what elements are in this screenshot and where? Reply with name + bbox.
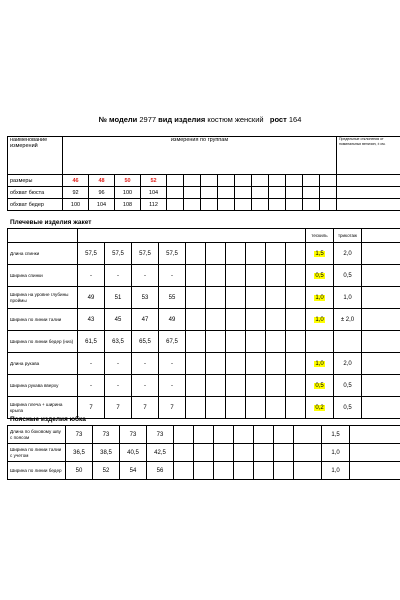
empty-cell bbox=[274, 444, 294, 462]
knit-tolerance-cell: 0,5 bbox=[334, 265, 362, 287]
empty-cell bbox=[206, 287, 226, 309]
empty-cell bbox=[362, 331, 400, 353]
size-cell: 52 bbox=[141, 175, 167, 187]
empty-cell bbox=[167, 187, 184, 199]
textile-tolerance-cell bbox=[306, 309, 334, 331]
table-header-row bbox=[8, 229, 400, 243]
knit-tolerance-cell: 0,5 bbox=[334, 375, 362, 397]
empty-cell bbox=[320, 199, 337, 211]
empty-cell bbox=[8, 229, 78, 243]
empty-cell bbox=[226, 265, 246, 287]
size-cell: 46 bbox=[63, 175, 89, 187]
table-row bbox=[8, 265, 400, 287]
empty-cell bbox=[206, 331, 226, 353]
value-cell: 45 bbox=[105, 309, 132, 331]
empty-cell bbox=[226, 397, 246, 419]
size-cell: 48 bbox=[89, 175, 115, 187]
empty-cell bbox=[337, 187, 400, 199]
empty-cell bbox=[266, 243, 286, 265]
textile-tolerance-cell bbox=[306, 375, 334, 397]
table-row bbox=[8, 375, 400, 397]
empty-cell bbox=[246, 287, 266, 309]
empty-cell bbox=[320, 175, 337, 187]
value-cell: 51 bbox=[105, 287, 132, 309]
empty-cell bbox=[186, 397, 206, 419]
textile-tolerance-cell bbox=[294, 462, 322, 480]
empty-cell bbox=[167, 175, 184, 187]
table-row bbox=[8, 331, 400, 353]
value-cell: 49 bbox=[78, 287, 105, 309]
type-value: костюм женский bbox=[207, 115, 264, 124]
empty-cell bbox=[303, 199, 320, 211]
textile-tolerance-cell bbox=[306, 265, 334, 287]
table-row bbox=[8, 309, 400, 331]
empty-cell bbox=[362, 397, 400, 419]
empty-cell bbox=[252, 199, 269, 211]
row-name: размеры bbox=[8, 175, 63, 187]
row-name: обхват бедер bbox=[8, 199, 63, 211]
empty-cell bbox=[206, 243, 226, 265]
empty-cell bbox=[186, 243, 206, 265]
empty-cell bbox=[362, 243, 400, 265]
type-label: вид изделия bbox=[158, 115, 206, 124]
row-name: Ширина по линии бедер bbox=[8, 462, 66, 480]
table-row bbox=[8, 175, 400, 187]
value-cell: 57,5 bbox=[159, 243, 186, 265]
empty-cell bbox=[286, 265, 306, 287]
value-cell: - bbox=[132, 265, 159, 287]
knit-column-header: трикотаж bbox=[334, 229, 362, 243]
empty-cell bbox=[274, 426, 294, 444]
knit-tolerance-cell: 1,0 bbox=[322, 462, 350, 480]
value-cell: 7 bbox=[78, 397, 105, 419]
value-cell: - bbox=[105, 353, 132, 375]
empty-cell bbox=[206, 353, 226, 375]
highlighted-tolerance: 1,0 bbox=[315, 360, 324, 367]
empty-cell bbox=[206, 397, 226, 419]
value-cell: - bbox=[105, 375, 132, 397]
value-cell: 57,5 bbox=[78, 243, 105, 265]
empty-cell bbox=[218, 199, 235, 211]
textile-tolerance-cell bbox=[306, 331, 334, 353]
empty-cell bbox=[266, 309, 286, 331]
empty-cell bbox=[254, 426, 274, 444]
value-cell: 92 bbox=[63, 187, 89, 199]
row-name: Ширина по линии бедер (низ) bbox=[8, 331, 78, 353]
empty-cell bbox=[184, 175, 201, 187]
value-cell: 53 bbox=[132, 287, 159, 309]
empty-cell bbox=[226, 309, 246, 331]
empty-cell bbox=[184, 187, 201, 199]
table-row bbox=[8, 243, 400, 265]
empty-cell bbox=[167, 199, 184, 211]
empty-cell bbox=[246, 331, 266, 353]
tolerance-note-header: Предельные отклонения от номинальных величин, ± см. bbox=[337, 137, 400, 175]
empty-cell bbox=[235, 175, 252, 187]
empty-cell bbox=[269, 187, 286, 199]
empty-cell bbox=[286, 199, 303, 211]
empty-cell bbox=[269, 199, 286, 211]
empty-cell bbox=[246, 309, 266, 331]
empty-cell bbox=[266, 287, 286, 309]
empty-cell bbox=[286, 309, 306, 331]
empty-cell bbox=[234, 444, 254, 462]
value-cell: 7 bbox=[159, 397, 186, 419]
empty-cell bbox=[226, 353, 246, 375]
name-header: наименование измерений bbox=[8, 137, 63, 175]
section-title-shoulder: Плечевые изделия жакет bbox=[10, 219, 92, 226]
empty-cell bbox=[201, 187, 218, 199]
value-cell: 108 bbox=[115, 199, 141, 211]
empty-cell bbox=[266, 265, 286, 287]
textile-tolerance-cell bbox=[306, 243, 334, 265]
value-cell: 63,5 bbox=[105, 331, 132, 353]
value-cell: 73 bbox=[66, 426, 93, 444]
knit-tolerance-cell: 2,0 bbox=[334, 353, 362, 375]
empty-cell bbox=[186, 309, 206, 331]
textile-tolerance-cell bbox=[306, 397, 334, 419]
empty-cell bbox=[286, 243, 306, 265]
value-cell: 100 bbox=[63, 199, 89, 211]
empty-cell bbox=[218, 175, 235, 187]
empty-cell bbox=[286, 331, 306, 353]
value-cell: 67,5 bbox=[159, 331, 186, 353]
value-cell: - bbox=[159, 353, 186, 375]
value-cell: 40,5 bbox=[120, 444, 147, 462]
empty-cell bbox=[206, 375, 226, 397]
empty-cell bbox=[337, 199, 400, 211]
value-cell: 57,5 bbox=[132, 243, 159, 265]
value-cell: 96 bbox=[89, 187, 115, 199]
empty-cell bbox=[269, 175, 286, 187]
value-cell: - bbox=[132, 353, 159, 375]
empty-cell bbox=[174, 462, 194, 480]
row-name: Длина спинки bbox=[8, 243, 78, 265]
empty-cell bbox=[234, 462, 254, 480]
value-cell: 73 bbox=[147, 426, 174, 444]
model-value: 2977 bbox=[139, 115, 157, 124]
table-row bbox=[8, 353, 400, 375]
table-row bbox=[8, 187, 400, 199]
empty-cell bbox=[286, 353, 306, 375]
value-cell: - bbox=[105, 265, 132, 287]
row-name: Ширина по линии талии с учетом bbox=[8, 444, 66, 462]
empty-cell bbox=[252, 187, 269, 199]
empty-cell bbox=[226, 243, 246, 265]
empty-cell bbox=[254, 444, 274, 462]
value-cell: - bbox=[132, 375, 159, 397]
value-cell: 104 bbox=[141, 187, 167, 199]
value-cell: - bbox=[159, 375, 186, 397]
empty-cell bbox=[206, 309, 226, 331]
value-cell: 57,5 bbox=[105, 243, 132, 265]
value-cell: 73 bbox=[120, 426, 147, 444]
empty-cell bbox=[303, 187, 320, 199]
value-cell: 56 bbox=[147, 462, 174, 480]
value-cell: 73 bbox=[93, 426, 120, 444]
empty-cell bbox=[252, 175, 269, 187]
empty-cell bbox=[350, 462, 400, 480]
empty-cell bbox=[194, 444, 214, 462]
knit-tolerance-cell: 0,5 bbox=[334, 397, 362, 419]
value-cell: 50 bbox=[66, 462, 93, 480]
value-cell: 43 bbox=[78, 309, 105, 331]
empty-cell bbox=[362, 375, 400, 397]
empty-cell bbox=[274, 462, 294, 480]
table-row bbox=[8, 444, 400, 462]
value-cell: 7 bbox=[105, 397, 132, 419]
value-cell: 52 bbox=[93, 462, 120, 480]
knit-tolerance-cell: 2,0 bbox=[334, 243, 362, 265]
measurement-table bbox=[7, 136, 400, 211]
empty-cell bbox=[303, 175, 320, 187]
textile-tolerance-cell bbox=[294, 444, 322, 462]
value-cell: 7 bbox=[132, 397, 159, 419]
empty-cell bbox=[246, 397, 266, 419]
row-name: Ширина на уровне глубины проймы bbox=[8, 287, 78, 309]
height-value: 164 bbox=[288, 115, 302, 124]
empty-cell bbox=[214, 426, 234, 444]
empty-cell bbox=[226, 331, 246, 353]
value-cell: 100 bbox=[115, 187, 141, 199]
empty-cell bbox=[214, 462, 234, 480]
model-label: № модели bbox=[98, 115, 138, 124]
empty-cell bbox=[337, 175, 400, 187]
empty-cell bbox=[246, 243, 266, 265]
empty-cell bbox=[194, 426, 214, 444]
empty-cell bbox=[201, 199, 218, 211]
table-row bbox=[8, 287, 400, 309]
waist-table bbox=[7, 425, 400, 480]
row-name: Ширина спинки bbox=[8, 265, 78, 287]
shoulder-table bbox=[7, 228, 400, 419]
empty-cell bbox=[254, 462, 274, 480]
empty-cell bbox=[286, 187, 303, 199]
value-cell: - bbox=[78, 353, 105, 375]
empty-cell bbox=[194, 462, 214, 480]
empty-cell bbox=[186, 331, 206, 353]
value-cell: 36,5 bbox=[66, 444, 93, 462]
value-cell: - bbox=[78, 265, 105, 287]
row-name: Длина рукава bbox=[8, 353, 78, 375]
value-cell: - bbox=[78, 375, 105, 397]
row-name: обхват бюста bbox=[8, 187, 63, 199]
knit-tolerance-cell: ± 2,0 bbox=[334, 309, 362, 331]
empty-cell bbox=[362, 309, 400, 331]
empty-cell bbox=[266, 331, 286, 353]
empty-cell bbox=[286, 175, 303, 187]
empty-cell bbox=[362, 353, 400, 375]
highlighted-tolerance: 1,0 bbox=[315, 316, 324, 323]
empty-cell bbox=[362, 265, 400, 287]
value-cell: 49 bbox=[159, 309, 186, 331]
textile-tolerance-cell bbox=[306, 353, 334, 375]
value-cell: 55 bbox=[159, 287, 186, 309]
empty-cell bbox=[186, 265, 206, 287]
empty-cell bbox=[286, 375, 306, 397]
size-cell: 50 bbox=[115, 175, 141, 187]
empty-cell bbox=[226, 287, 246, 309]
table-row bbox=[8, 426, 400, 444]
empty-cell bbox=[320, 187, 337, 199]
empty-cell bbox=[214, 444, 234, 462]
value-cell: 112 bbox=[141, 199, 167, 211]
empty-cell bbox=[362, 287, 400, 309]
value-cell: 42,5 bbox=[147, 444, 174, 462]
empty-cell bbox=[206, 265, 226, 287]
knit-tolerance-cell: 1,0 bbox=[334, 287, 362, 309]
knit-tolerance-cell bbox=[334, 331, 362, 353]
height-label: рост bbox=[269, 115, 287, 124]
row-name: Ширина плеча + ширина крыла bbox=[8, 397, 78, 419]
empty-cell bbox=[246, 265, 266, 287]
empty-cell bbox=[174, 426, 194, 444]
knit-tolerance-cell: 1,5 bbox=[322, 426, 350, 444]
table-row bbox=[8, 199, 400, 211]
empty-cell bbox=[246, 353, 266, 375]
empty-cell bbox=[174, 444, 194, 462]
empty-cell bbox=[286, 287, 306, 309]
row-name: Ширина по линии талии bbox=[8, 309, 78, 331]
empty-cell bbox=[286, 397, 306, 419]
empty-cell bbox=[201, 175, 218, 187]
highlighted-tolerance: 0,5 bbox=[315, 382, 324, 389]
empty-cell bbox=[362, 229, 400, 243]
empty-cell bbox=[350, 426, 400, 444]
section-title-waist: Поясные изделия юбка bbox=[10, 416, 86, 423]
empty-cell bbox=[186, 375, 206, 397]
row-name: Ширина рукава вверху bbox=[8, 375, 78, 397]
empty-cell bbox=[218, 187, 235, 199]
value-cell: 54 bbox=[120, 462, 147, 480]
empty-cell bbox=[234, 426, 254, 444]
empty-cell bbox=[246, 375, 266, 397]
document-heading bbox=[0, 115, 400, 124]
empty-cell bbox=[266, 353, 286, 375]
textile-column-header: тескиль bbox=[306, 229, 334, 243]
empty-cell bbox=[266, 397, 286, 419]
empty-cell bbox=[235, 199, 252, 211]
empty-cell bbox=[78, 229, 306, 243]
groups-header: измерения по группам bbox=[63, 137, 337, 175]
table-row bbox=[8, 462, 400, 480]
knit-tolerance-cell: 1,0 bbox=[322, 444, 350, 462]
textile-tolerance-cell bbox=[306, 287, 334, 309]
highlighted-tolerance: 1,5 bbox=[315, 250, 324, 257]
textile-tolerance-cell bbox=[294, 426, 322, 444]
highlighted-tolerance: 1,0 bbox=[315, 294, 324, 301]
highlighted-tolerance: 0,5 bbox=[315, 272, 324, 279]
value-cell: 38,5 bbox=[93, 444, 120, 462]
row-name: Длина по боковому шву с поясом bbox=[8, 426, 66, 444]
empty-cell bbox=[226, 375, 246, 397]
highlighted-tolerance: 0,2 bbox=[315, 404, 324, 411]
empty-cell bbox=[266, 375, 286, 397]
empty-cell bbox=[350, 444, 400, 462]
value-cell: 104 bbox=[89, 199, 115, 211]
empty-cell bbox=[186, 353, 206, 375]
empty-cell bbox=[235, 187, 252, 199]
value-cell: 61,5 bbox=[78, 331, 105, 353]
empty-cell bbox=[186, 287, 206, 309]
value-cell: - bbox=[159, 265, 186, 287]
value-cell: 65,5 bbox=[132, 331, 159, 353]
empty-cell bbox=[184, 199, 201, 211]
value-cell: 47 bbox=[132, 309, 159, 331]
